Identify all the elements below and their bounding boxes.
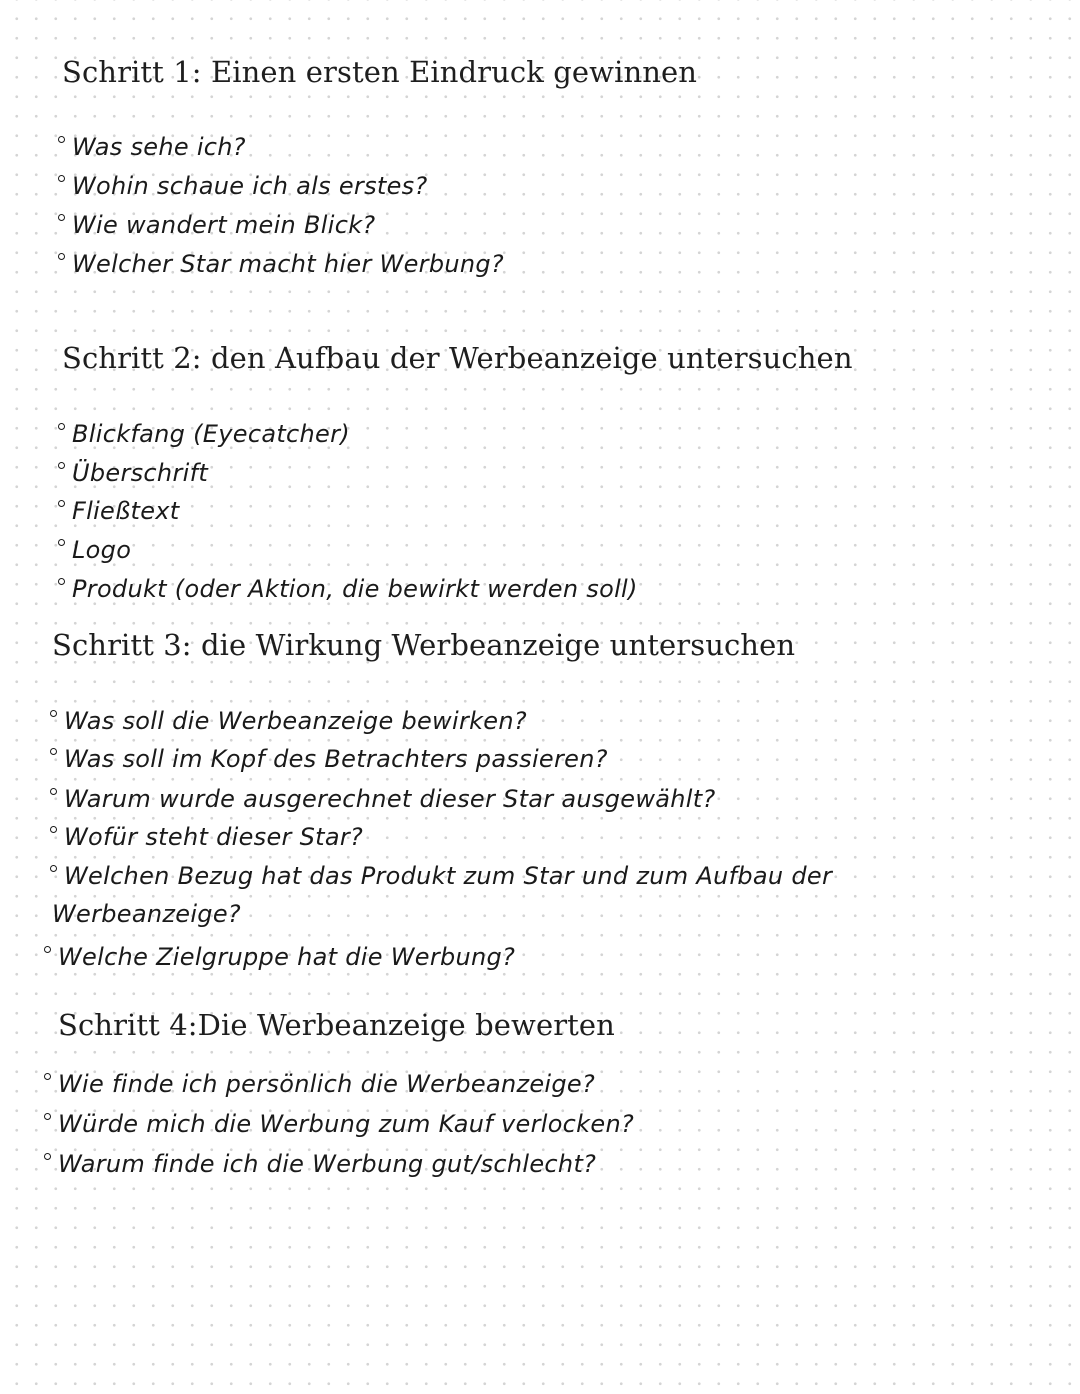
bullet-icon [58, 214, 65, 221]
item-text: Wohin schaue ich als erstes? [72, 172, 428, 200]
bullet-icon [50, 865, 57, 872]
item-text: Was sehe ich? [72, 133, 246, 161]
bullet-icon [44, 1153, 51, 1160]
section-4-heading: Schritt 4:Die Werbeanzeige bewerten [58, 1008, 615, 1042]
section-1-item [58, 172, 428, 200]
section-2-item [58, 536, 131, 564]
item-text: Welche Zielgruppe hat die Werbung? [58, 943, 516, 971]
section-3-heading: Schritt 3: die Wirkung Werbeanzeige untersuchen [52, 628, 796, 662]
bullet-icon [44, 946, 51, 953]
item-text: Blickfang (Eyecatcher) [72, 420, 350, 448]
section-2-item [58, 575, 638, 603]
item-text: Fließtext [72, 497, 180, 525]
bullet-icon [50, 748, 57, 755]
section-2-item [58, 459, 208, 487]
item-text: Überschrift [72, 459, 209, 487]
bullet-icon [50, 826, 57, 833]
section-2-heading: Schritt 2: den Aufbau der Werbeanzeige untersuchen [62, 341, 853, 375]
section-3-item-continuation: Werbeanzeige? [52, 900, 241, 928]
item-text: Wie finde ich persönlich die Werbeanzeige? [58, 1070, 596, 1098]
section-2-item [58, 497, 180, 525]
section-4-item [44, 1110, 634, 1138]
bullet-icon [58, 136, 65, 143]
item-text: Wofür steht dieser Star? [64, 823, 364, 851]
bullet-icon [58, 462, 65, 469]
bullet-icon [50, 710, 57, 717]
item-text: Würde mich die Werbung zum Kauf verlocken? [58, 1110, 634, 1138]
item-text: Logo [72, 536, 132, 564]
section-3-item [50, 862, 832, 890]
bullet-icon [58, 423, 65, 430]
section-4-item [44, 1070, 595, 1098]
item-text: Produkt (oder Aktion, die bewirkt werden soll) [72, 575, 638, 603]
section-2-item [58, 420, 350, 448]
section-1-item [58, 250, 504, 278]
section-4-item [44, 1150, 596, 1178]
item-text: Was soll die Werbeanzeige bewirken? [64, 707, 527, 735]
bullet-icon [58, 500, 65, 507]
section-3-item [44, 943, 515, 971]
item-text: Wie wandert mein Blick? [72, 211, 376, 239]
bullet-icon [58, 539, 65, 546]
section-1-item [58, 211, 375, 239]
section-3-item [50, 785, 716, 813]
section-3-item [50, 707, 527, 735]
item-text: Welchen Bezug hat das Produkt zum Star und zum Aufbau der [64, 862, 833, 890]
section-1-heading: Schritt 1: Einen ersten Eindruck gewinnen [62, 55, 698, 89]
bullet-icon [58, 578, 65, 585]
section-3-item [50, 745, 608, 773]
item-text: Was soll im Kopf des Betrachters passieren? [64, 745, 608, 773]
bullet-icon [50, 788, 57, 795]
item-text: Welcher Star macht hier Werbung? [72, 250, 504, 278]
section-3-item [50, 823, 363, 851]
bullet-icon [58, 175, 65, 182]
item-text: Warum finde ich die Werbung gut/schlecht? [58, 1150, 597, 1178]
item-text: Warum wurde ausgerechnet dieser Star ausgewählt? [64, 785, 716, 813]
bullet-icon [44, 1113, 51, 1120]
bullet-icon [58, 253, 65, 260]
section-1-item [58, 133, 246, 161]
bullet-icon [44, 1073, 51, 1080]
